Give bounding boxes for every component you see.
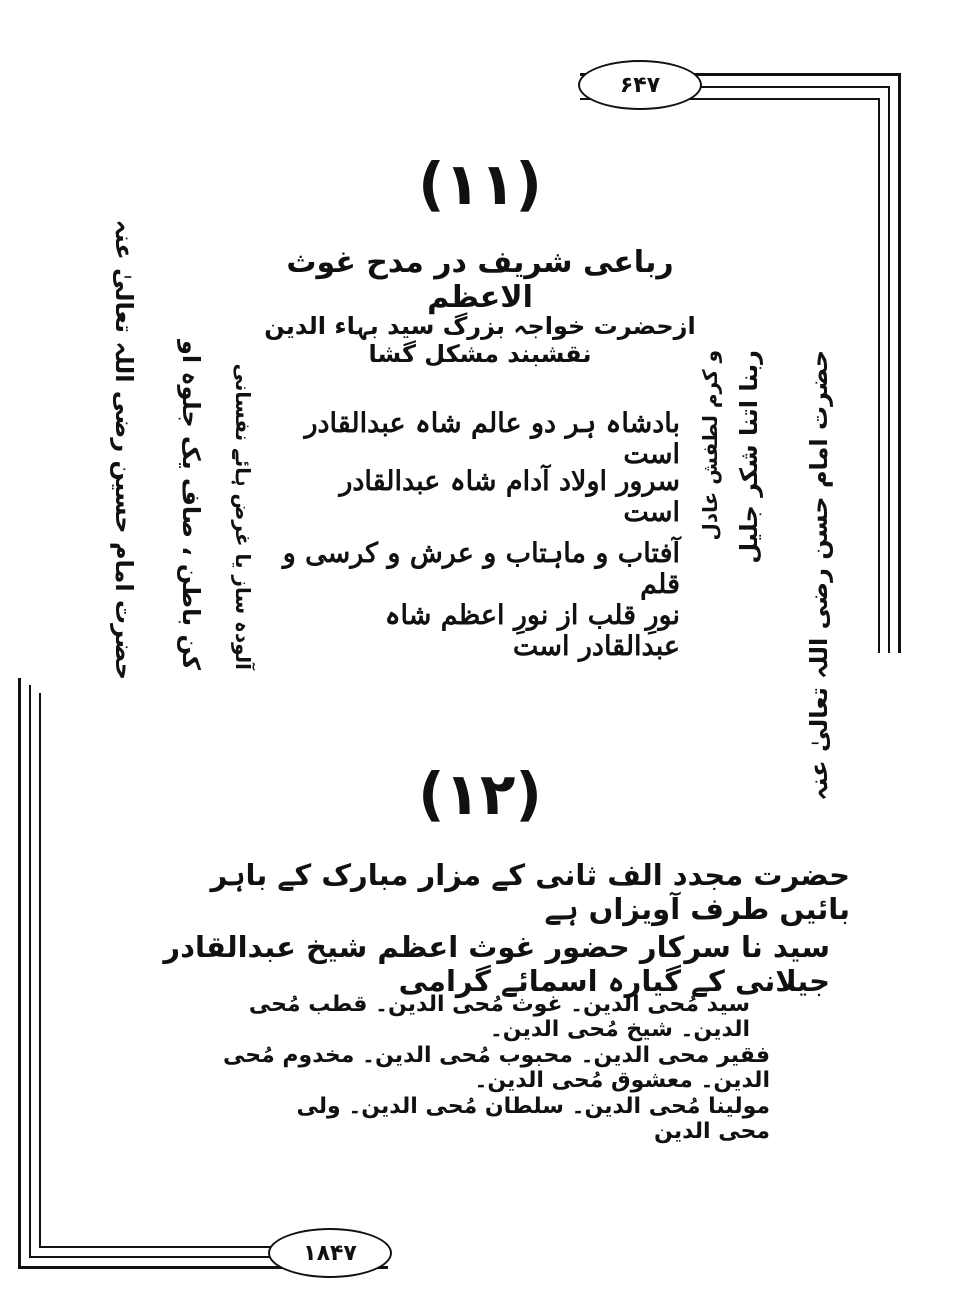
names-line-2: فقیر محی الدین۔ محبوب مُحی الدین۔ مخدوم مُحی الدین۔ معشوق مُحی الدین۔	[223, 1043, 770, 1093]
heading-line-1: حضرت مجدد الف ثانی کے مزار مبارک کے باہر بائیں طرف آویزاں ہے	[210, 858, 850, 926]
bottom-page-number: ۱۸۴۷	[268, 1228, 392, 1278]
left-margin-line-2: کن باطن ، صاف یک جلوہ او	[177, 339, 205, 670]
left-margin-line-3: آلودہ ساز یا غرض ہائے نفسانی	[231, 363, 255, 670]
right-margin-line-2: ربنا اتنا شکر جلیل	[735, 350, 763, 564]
bottom-frame-rule-vertical-1	[18, 678, 21, 1268]
bottom-frame-rule-vertical-3	[39, 693, 41, 1248]
poem-attribution: ازحضرت خواجہ بزرگ سید بہاء الدین نقشبند مشکل گشا	[264, 312, 696, 368]
right-margin-line-3: و کرم لطفش عادل	[698, 350, 722, 541]
poem-title: رباعی شریف در مدح غوث الاعظم	[286, 245, 674, 315]
right-margin-line-1: حضرت امام حسن رضی اللہ تعالیٰ عنہ	[805, 350, 833, 801]
names-line-3: مولینا مُحی الدین۔ سلطان مُحی الدین۔ ولی محی الدین	[296, 1094, 770, 1144]
top-frame-rule-vertical-1	[898, 73, 901, 653]
section-number-12: (۱۲)	[418, 760, 542, 828]
verse-line-4: نورِ قلب از نورِ اعظم شاہ عبدالقادر است	[384, 600, 680, 662]
verse-line-3: آفتاب و ماہتاب و عرش و کرسی و قلم	[282, 538, 680, 600]
left-margin-line-1: حضرت امام حسین رضی اللہ تعالیٰ عنہ	[110, 219, 138, 680]
section-number-11: (۱۱)	[418, 150, 542, 218]
heading-line-2: سید نا سرکار حضور غوث اعظم شیخ عبدالقادر جیلانی کے گیارہ اسمائے گرامی	[163, 930, 830, 998]
top-frame-rule-vertical-3	[878, 98, 880, 653]
names-line-1: سید مُحی الدین۔ غوث مُحی الدین۔ قطب مُحی الدین۔ شیخ مُحی الدین۔	[248, 992, 750, 1042]
top-frame-rule-vertical-2	[888, 86, 890, 653]
verse-line-1: بادشاہ ہر دو عالم شاہ عبدالقادر است	[304, 408, 680, 470]
top-page-number: ۶۴۷	[578, 60, 702, 110]
verse-line-2: سرور اولاد آدام شاہ عبدالقادر است	[339, 466, 680, 528]
bottom-frame-rule-vertical-2	[29, 685, 31, 1258]
